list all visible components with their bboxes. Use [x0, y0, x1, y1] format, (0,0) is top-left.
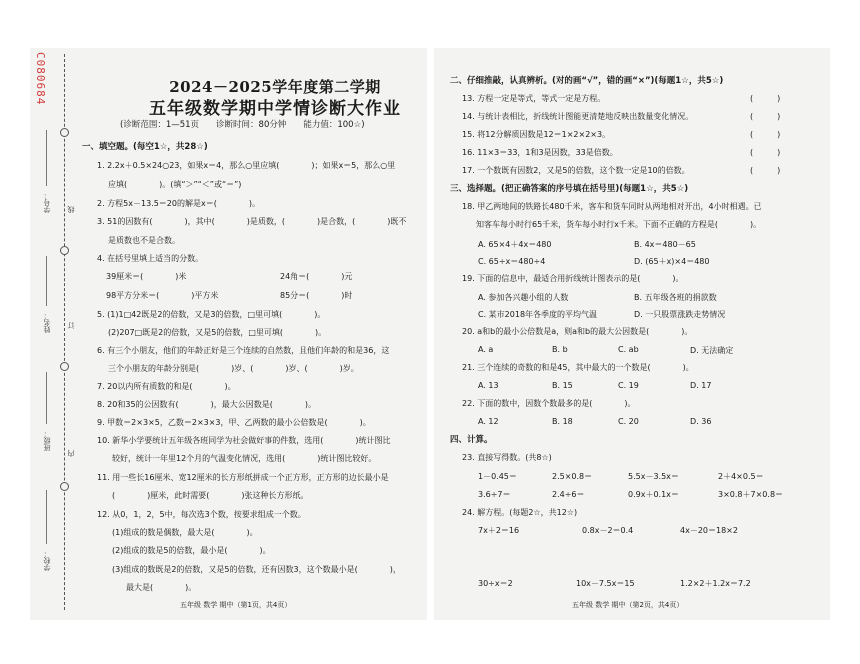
option: A. 13: [478, 381, 499, 390]
question-text: 应填( )。(填“＞”“＜”或“＝”): [108, 180, 242, 189]
question-text: 24. 解方程。(每题2☆，共12☆): [462, 508, 578, 517]
calc-item: 3.6÷7＝: [478, 490, 511, 499]
binding-mark: 订: [67, 322, 75, 329]
question-text: 3. 51的因数有( )，其中( )是质数，( )是合数，( )既不: [97, 217, 407, 226]
question-text: 是质数也不是合数。: [108, 236, 180, 245]
option: C. 65÷x＝480÷4: [478, 257, 546, 266]
section-heading: 三、选择题。(把正确答案的序号填在括号里)(每题1☆，共5☆): [450, 184, 689, 194]
option: B. b: [552, 345, 568, 354]
option: C. ab: [618, 345, 639, 354]
question-text: 4. 在括号里填上适当的分数。: [97, 254, 204, 263]
equation: 7x＋2＝16: [478, 526, 520, 535]
calc-item: 2.5×0.8＝: [552, 472, 593, 481]
calc-item: 5.5x－3.5x＝: [628, 472, 679, 481]
option: C. 某市2018年各季度的平均气温: [478, 310, 598, 319]
calc-item: 2＋4×0.5＝: [718, 472, 764, 481]
question-text: 8. 20和35的公因数有( )，最大公因数是( )。: [97, 400, 317, 409]
question-text: 16. 11×3＝33，1和3是因数，33是倍数。: [462, 148, 618, 157]
name-line: [46, 256, 47, 306]
question-text: 21. 三个连续的奇数的和是45，其中最大的一个数是( )。: [462, 363, 694, 372]
option: B. 4x＝480－65: [634, 240, 696, 249]
question-text: 2. 方程5x－13.5＝20的解是x＝( )。: [97, 199, 260, 208]
student-id-label: 学号：: [43, 192, 51, 213]
question-text: 39厘米＝( )米: [106, 272, 187, 281]
option: A. 12: [478, 417, 499, 426]
section-heading: 四、计算。: [450, 435, 493, 445]
school-label: 学校：: [43, 550, 51, 571]
question-text: 10. 新华小学要统计五年级各班同学为社会做好事的件数，选用( )统计图比: [97, 436, 391, 445]
option: C. 20: [618, 417, 639, 426]
class-label: 班级：: [43, 430, 51, 451]
question-text: (2)组成的数是5的倍数，最小是( )。: [112, 546, 271, 555]
question-text: 17. 一个数既有因数2，又是5的倍数，这个数一定是10的倍数。: [462, 166, 690, 175]
question-text: 5. (1)1□42既是2的倍数，又是3的倍数，□里可填( )。: [97, 310, 326, 319]
question-text: (1)组成的数是偶数，最大是( )。: [112, 528, 258, 537]
option: D. 无法确定: [690, 346, 734, 355]
question-text: 9. 甲数＝2×3×5，乙数＝2×3×3，甲、乙两数的最小公倍数是( )。: [97, 418, 371, 427]
option: A. 参加各兴趣小组的人数: [478, 293, 569, 302]
calc-item: 3×0.8＋7×0.8＝: [718, 490, 784, 499]
question-text: 最大是( )。: [126, 583, 197, 592]
binding-hole: [60, 482, 69, 491]
option: A. 65×4＋4x＝480: [478, 240, 552, 249]
calc-item: 0.9x＋0.1x＝: [628, 490, 679, 499]
question-text: 知客车每小时行65千米，货车每小时行x千米。下面不正确的方程是( )。: [476, 220, 762, 229]
question-text: 7. 20以内所有质数的和是( )。: [97, 382, 236, 391]
page-footer: 五年级 数学 期中（第1页，共4页）: [180, 601, 292, 609]
question-text: 19. 下面的信息中，最适合用折线统计图表示的是( )。: [462, 274, 684, 283]
binding-dashed-line: [64, 54, 65, 610]
school-line: [46, 490, 47, 544]
option: D. (65＋x)×4＝480: [634, 257, 710, 266]
section-heading: 一、填空题。(每空1☆，共28☆): [82, 142, 208, 152]
calc-item: 1－0.45＝: [478, 472, 517, 481]
equation: 4x－20＝18×2: [680, 526, 738, 535]
judge-mark: ( ): [750, 166, 781, 175]
question-text: 20. a和b的最小公倍数是a，则a和b的最大公因数是( )。: [462, 327, 693, 336]
option: B. 五年级各班的捐款数: [634, 293, 717, 302]
option: A. a: [478, 345, 494, 354]
question-text: 24角＝( )元: [280, 272, 353, 281]
equation: 30÷x＝2: [478, 579, 513, 588]
option: C. 19: [618, 381, 639, 390]
question-text: 85分＝( )时: [280, 291, 353, 300]
question-text: 11. 用一些长16厘米、宽12厘米的长方形纸拼成一个正方形，正方形的边长最小是: [97, 473, 389, 482]
question-text: 6. 有三个小朋友，他们的年龄正好是三个连续的自然数，且他们年龄的和是36，这: [97, 346, 390, 355]
judge-mark: ( ): [750, 94, 781, 103]
judge-mark: ( ): [750, 148, 781, 157]
question-text: 18. 甲乙两地间的铁路长480千米，客车和货车同时从两地相对开出，4小时相遇。已: [462, 202, 762, 211]
option: B. 18: [552, 417, 573, 426]
equation: 1.2×2＋1.2x＝7.2: [680, 579, 751, 588]
question-text: 22. 下面的数中，因数个数最多的是( )。: [462, 399, 636, 408]
question-text: 15. 将12分解质因数是12＝1×2×2×3。: [462, 130, 611, 139]
section-heading: 二、仔细推敲，认真辨析。(对的画“√”，错的画“×”)(每题1☆，共5☆): [450, 76, 724, 86]
question-text: 14. 与统计表相比，折线统计图能更清楚地反映出数量变化情况。: [462, 112, 694, 121]
exam-title-line1: 2024－2025学年度第二学期: [169, 78, 381, 96]
binding-hole: [60, 128, 69, 137]
name-label: 姓名：: [43, 312, 51, 333]
option: D. 36: [690, 417, 712, 426]
equation: 10x－7.5x＝15: [576, 579, 635, 588]
question-text: (2)207□既是2的倍数，又是5的倍数，□里可填( )。: [108, 328, 327, 337]
class-line: [46, 372, 47, 424]
student-id-line: [46, 130, 47, 186]
question-text: 三个小朋友的年龄分别是( )岁、( )岁、( )岁。: [108, 364, 359, 373]
binding-hole: [60, 362, 69, 371]
calc-item: 2.4÷6＝: [552, 490, 585, 499]
serial-number: C080684: [34, 52, 47, 106]
binding-hole: [60, 246, 69, 255]
question-text: ( )厘米，此时需要( )张这种长方形纸。: [112, 491, 309, 500]
judge-mark: ( ): [750, 130, 781, 139]
question-text: 23. 直接写得数。(共8☆): [462, 453, 552, 462]
judge-mark: ( ): [750, 112, 781, 121]
page-footer: 五年级 数学 期中（第2页，共4页）: [572, 601, 684, 609]
question-text: 较好，统计一年里12个月的气温变化情况，选用( )统计图比较好。: [112, 454, 377, 463]
exam-meta: (诊断范围：1—51页 诊断时间：80分钟 能力值：100☆): [120, 120, 365, 130]
question-text: 98平方分米＝( )平方米: [106, 291, 219, 300]
binding-mark: 线: [67, 206, 75, 213]
option: D. 17: [690, 381, 712, 390]
question-text: (3)组成的数既是2的倍数，又是5的倍数，还有因数3，这个数最小是( )，: [112, 565, 401, 574]
option: B. 15: [552, 381, 573, 390]
question-text: 12. 从0，1，2，5中，每次选3个数，按要求组成一个数。: [97, 510, 306, 519]
option: D. 一只股票涨跌走势情况: [634, 310, 726, 319]
equation: 0.8x－2＝0.4: [582, 526, 634, 535]
question-text: 1. 2.2x＋0.5×24○23，如果x＝4，那么○里应填( )；如果x＝5，那么○里: [97, 161, 396, 170]
exam-title-line2: 五年级数学期中学情诊断大作业: [149, 99, 401, 119]
binding-mark: 内: [67, 450, 75, 457]
question-text: 13. 方程一定是等式，等式一定是方程。: [462, 94, 606, 103]
